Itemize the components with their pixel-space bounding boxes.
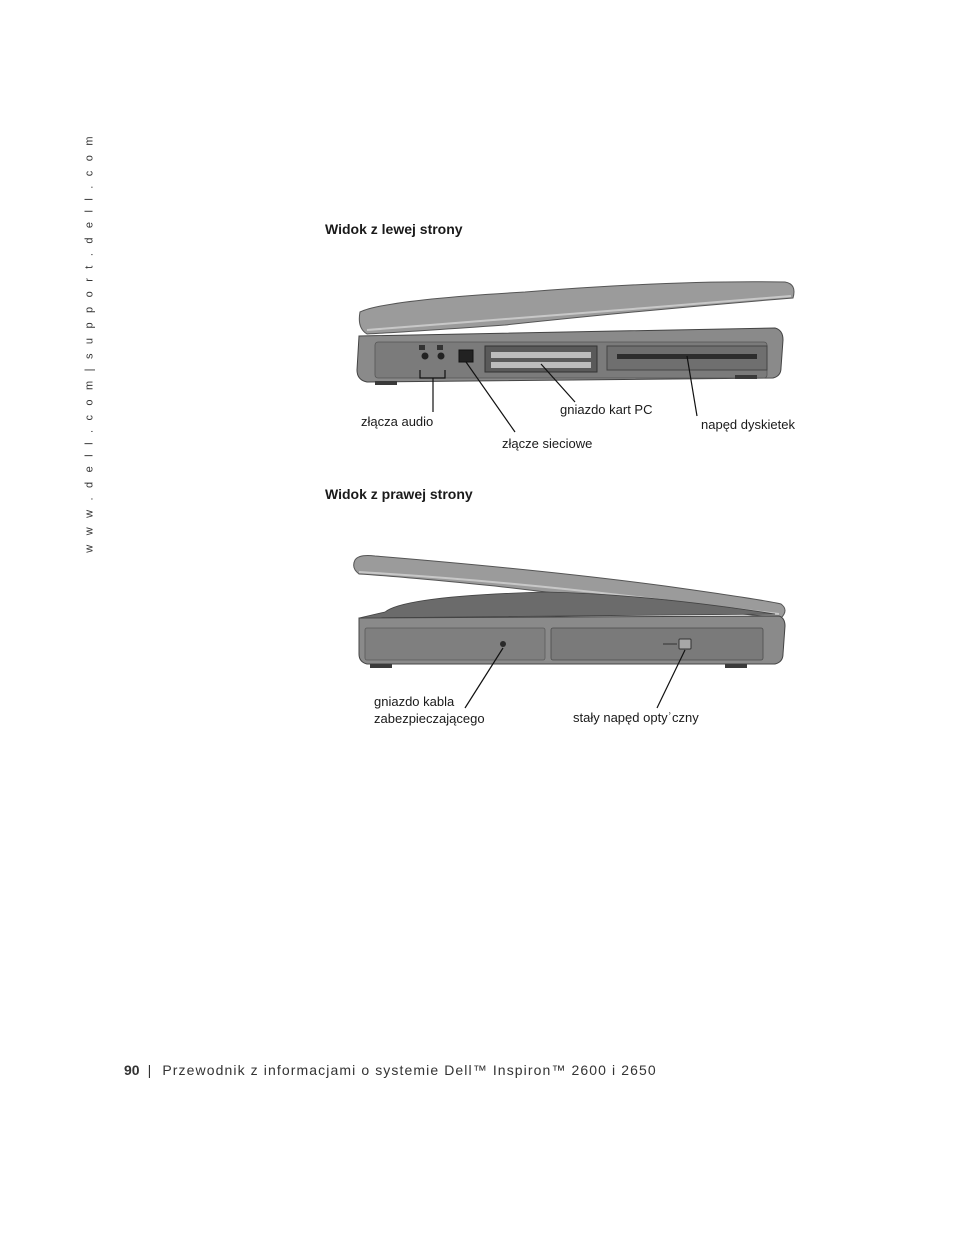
- callout-floppy: napęd dyskietek: [701, 417, 795, 432]
- network-connector: [459, 350, 473, 362]
- headphone-jack: [422, 353, 429, 360]
- right-view-figure: [345, 540, 815, 740]
- page-number: 90: [124, 1062, 140, 1078]
- optical-eject-button: [679, 639, 691, 649]
- callout-optical: stały napęd optyʾczny: [573, 710, 699, 725]
- side-panel: [365, 628, 545, 660]
- side-url-margin: [70, 132, 110, 553]
- callout-security-line1: gniazdo kabla: [374, 694, 455, 709]
- side-url-text: w w w . d e l l . c o m | s u p p o r t . d e l l . c o m: [84, 132, 97, 553]
- microphone-icon: [437, 345, 443, 350]
- pccard-slot: [485, 346, 597, 372]
- left-view-heading: Widok z lewej strony: [325, 221, 463, 237]
- pccard-lower-slot: [491, 362, 591, 368]
- foot-right: [725, 664, 747, 668]
- headphone-icon: [419, 345, 425, 350]
- callout-pccard: gniazdo kart PC: [560, 402, 653, 417]
- foot-left: [370, 664, 392, 668]
- right-view-heading: Widok z prawej strony: [325, 486, 473, 502]
- left-view-figure: [345, 270, 815, 460]
- callout-security-line2: zabezpieczającego: [374, 711, 485, 726]
- foot-left: [375, 381, 397, 385]
- page-footer: [124, 1062, 657, 1078]
- security-slot: [500, 641, 506, 647]
- foot-right: [735, 375, 757, 379]
- footer-title: Przewodnik z informacjami o systemie Dell™ Inspiron™ 2600 i 2650: [162, 1062, 657, 1078]
- optical-drive-bay: [551, 628, 763, 660]
- pccard-upper-slot: [491, 352, 591, 358]
- callout-audio: złącza audio: [361, 414, 434, 429]
- footer-separator: |: [147, 1062, 153, 1078]
- callout-network: złącze sieciowe: [502, 436, 593, 451]
- microphone-jack: [438, 353, 445, 360]
